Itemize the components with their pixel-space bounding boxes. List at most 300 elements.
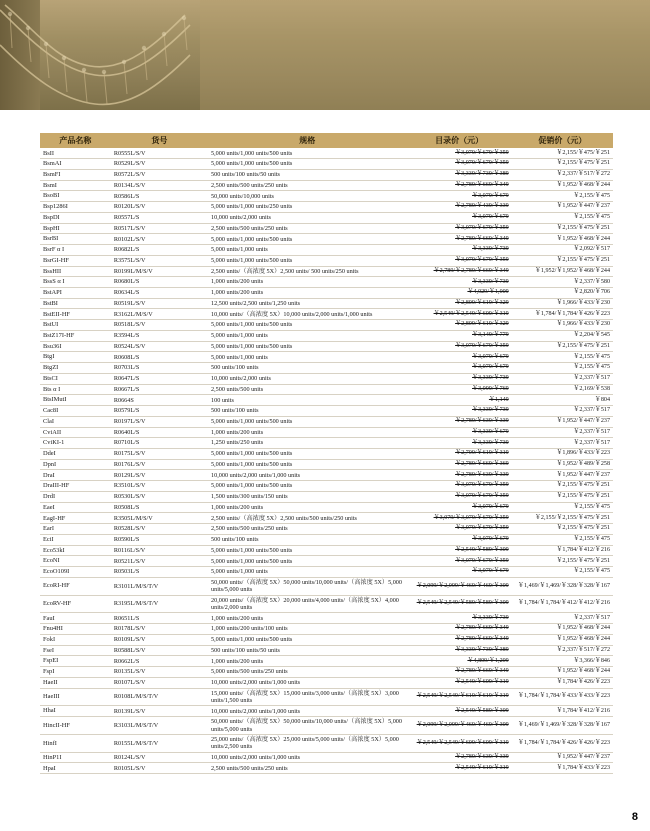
cell-list-price-strike: ￥2,789/￥669/￥349 [455,625,509,632]
table-row [40,159,613,170]
cell-catalog-number: R0588L/S/V [111,645,208,656]
cell-product-name: CviKI-1 [40,438,111,449]
cell-list-price-strike: ￥3,079/￥679/￥359 [455,482,509,489]
cell-catalog-number: R0107L/S/V [111,677,208,688]
cell-list-price [406,502,511,513]
cell-promo-price: ￥2,155/￥475 [512,363,613,374]
cell-product-name: EciI [40,534,111,545]
cell-list-price-strike: ￥2,809/￥619/￥329 [455,321,509,328]
cell-list-price-strike: ￥3,079/￥679/￥359 [455,149,509,156]
cell-specification: 2,500 units/500 units/250 units [208,180,406,191]
cell-list-price [406,481,511,492]
cell-product-name: FspEI [40,656,111,667]
cell-product-name: Eco53kI [40,545,111,556]
cell-catalog-number: R0651L/S [111,613,208,624]
cell-catalog-number: R3505L/M/S/V [111,513,208,524]
cell-specification: 2,500 units/500 units/250 units [208,524,406,535]
table-row [40,513,613,524]
cell-catalog-number: R0178L/S/V [111,624,208,635]
cell-specification: 15,000 units/（高浓度 5X）15,000 units/3,000 units/（高浓度 5X）3,000 units/1,500 units [208,688,406,706]
cell-list-price [406,752,511,763]
cell-promo-price: ￥2,155/￥475/￥251 [512,255,613,266]
cell-specification: 1,000 units/200 units [208,427,406,438]
cell-specification: 1,000 units/200 units [208,502,406,513]
cell-product-name: DdeI [40,449,111,460]
cell-list-price [406,634,511,645]
cell-list-price [406,645,511,656]
cell-catalog-number: R0175L/S/V [111,449,208,460]
cell-catalog-number: R0703L/S [111,363,208,374]
cell-list-price [406,352,511,363]
col-list-price: 目录价（元） [406,133,511,148]
table-row [40,491,613,502]
cell-specification: 10,000 units/2,000 units/1,000 units [208,752,406,763]
cell-catalog-number: R0134L/S/V [111,180,208,191]
col-catalog-number: 货号 [111,133,208,148]
cell-product-name: EcoRI-HF [40,577,111,595]
cell-catalog-number: R0176L/S/V [111,459,208,470]
cell-list-price [406,148,511,158]
cell-list-price-strike: ￥2,099/￥2,099/￥469/￥469/￥309 [416,582,509,589]
cell-list-price-strike: ￥1,149 [488,396,509,403]
cell-list-price [406,277,511,288]
cell-catalog-number: R0682L/S [111,245,208,256]
cell-product-name: HpaI [40,763,111,774]
table-row [40,524,613,535]
cell-list-price-strike: ￥3,079/￥679 [472,364,509,371]
cell-list-price-strike: ￥3,099/￥769 [472,385,509,392]
table-row [40,634,613,645]
cell-list-price [406,234,511,245]
cell-list-price-strike: ￥2,549/￥2,549/￥589/￥589/￥309 [416,600,509,607]
table-row [40,667,613,678]
cell-specification: 5,000 units/1,000 units/500 units [208,341,406,352]
cell-specification: 1,000 units/200 units [208,287,406,298]
cell-list-price [406,416,511,427]
cell-list-price-strike: ￥3,339/￥739 [472,278,509,285]
cell-list-price [406,624,511,635]
cell-product-name: DraIII-HF [40,481,111,492]
cell-promo-price: ￥2,155/￥475/￥251 [512,341,613,352]
cell-catalog-number: R0640L/S [111,427,208,438]
cell-specification: 5,000 units/1,000 units/500 units [208,416,406,427]
cell-specification: 50,000 units/（高浓度 5X）50,000 units/10,000 units/（高浓度 5X）5,000 units/5,000 units [208,577,406,595]
cell-promo-price: ￥2,337/￥580 [512,277,613,288]
cell-specification: 500 units/100 units [208,406,406,417]
cell-catalog-number: R0710L/S [111,438,208,449]
cell-list-price-strike: ￥3,339/￥739 [472,439,509,446]
cell-catalog-number: R3575L/S/V [111,255,208,266]
cell-list-price-strike: ￥2,549/￥2,549/￥609/￥609/￥319 [416,739,509,746]
table-row [40,277,613,288]
table-row [40,502,613,513]
cell-list-price-strike: ￥2,549/￥2,549/￥609/￥319 [433,310,509,317]
cell-product-name: Fnu4HI [40,624,111,635]
cell-specification: 1,500 units/300 units/150 units [208,491,406,502]
cell-specification: 10,000 units/（高浓度 5X）10,000 units/2,000 units/1,000 units [208,309,406,320]
cell-list-price-strike: ￥3,339/￥739 [472,407,509,414]
cell-specification: 2,500 units/（高浓度 5X）2,500 units/500 units/250 units [208,513,406,524]
cell-product-name: BtgI [40,352,111,363]
cell-list-price [406,202,511,213]
cell-catalog-number: R0530L/S/V [111,491,208,502]
cell-list-price [406,212,511,223]
page-banner [0,0,650,110]
cell-catalog-number: R0557L/S [111,212,208,223]
cell-product-name: BsrGI-HF [40,255,111,266]
table-row [40,595,613,613]
cell-list-price [406,395,511,406]
cell-catalog-number: R3101L/M/S/T/V [111,577,208,595]
cell-product-name: BstAPI [40,287,111,298]
cell-promo-price: ￥1,896/￥433/￥223 [512,449,613,460]
cell-list-price-strike: ￥2,099/￥2,099/￥469/￥469/￥309 [416,721,509,728]
cell-specification: 1,000 units/200 units [208,613,406,624]
cell-list-price-strike: ￥3,339/￥739 [472,375,509,382]
table-row [40,287,613,298]
cell-specification: 10,000 units/2,000 units [208,373,406,384]
cell-promo-price: ￥1,952/￥1,952/￥468/￥244 [512,266,613,277]
cell-promo-price: ￥2,155/￥475 [512,212,613,223]
cell-promo-price: ￥1,952/￥447/￥237 [512,416,613,427]
table-header-row [40,133,613,148]
table-row [40,245,613,256]
cell-specification: 10,000 units/2,000 units/1,000 units [208,470,406,481]
cell-specification: 20,000 units/（高浓度 5X）20,000 units/4,000 units/（高浓度 5X）4,000 units/2,000 units [208,595,406,613]
cell-product-name: EaeI [40,502,111,513]
cell-list-price-strike: ￥2,549/￥619/￥319 [455,764,509,771]
cell-promo-price: ￥1,952/￥468/￥244 [512,234,613,245]
cell-catalog-number: R0109L/S/V [111,634,208,645]
table-row [40,309,613,320]
table-row [40,656,613,667]
cell-promo-price: ￥804 [512,395,613,406]
cell-specification: 2,500 units/500 units/250 units [208,223,406,234]
cell-promo-price: ￥2,155/￥2,155/￥475/￥251 [512,513,613,524]
cell-product-name: Cac8I [40,406,111,417]
cell-catalog-number: R3195L/M/S/T/V [111,595,208,613]
cell-promo-price: ￥2,155/￥475/￥251 [512,148,613,158]
table-row [40,438,613,449]
cell-product-name: Bts α I [40,384,111,395]
cell-catalog-number: R0524L/S/V [111,341,208,352]
cell-list-price [406,556,511,567]
cell-product-name: BsmI [40,180,111,191]
dna-helix-icon [0,0,650,110]
cell-list-price [406,513,511,524]
cell-catalog-number: R0608L/S [111,352,208,363]
cell-promo-price: ￥1,469/￥1,469/￥328/￥328/￥167 [512,717,613,735]
cell-specification: 1,250 units/250 units [208,438,406,449]
cell-list-price-strike: ￥3,149/￥779 [472,332,509,339]
cell-promo-price: ￥1,966/￥433/￥230 [512,298,613,309]
cell-promo-price: ￥1,952/￥468/￥244 [512,667,613,678]
cell-product-name: HaeII [40,677,111,688]
cell-list-price [406,534,511,545]
cell-product-name: HaeIII [40,688,111,706]
cell-catalog-number: R0503L/S [111,567,208,578]
cell-catalog-number: R0518L/S/V [111,320,208,331]
cell-catalog-number: R0529L/S/V [111,159,208,170]
cell-product-name: BstUI [40,320,111,331]
cell-promo-price: ￥2,204/￥545 [512,330,613,341]
cell-list-price-strike: ￥3,339/￥739/￥389 [455,646,509,653]
cell-product-name: DrdI [40,491,111,502]
cell-promo-price: ￥1,952/￥447/￥237 [512,752,613,763]
cell-specification: 5,000 units/1,000 units/500 units [208,148,406,158]
cell-product-name: FseI [40,645,111,656]
cell-catalog-number: R0517L/S/V [111,223,208,234]
table-row [40,481,613,492]
cell-product-name: CviAII [40,427,111,438]
cell-list-price [406,169,511,180]
cell-specification: 5,000 units/1,000 units/500 units [208,459,406,470]
cell-list-price-strike: ￥2,789/￥669/￥369 [455,461,509,467]
cell-catalog-number: R0116L/S/V [111,545,208,556]
table-body [40,148,613,773]
table-row [40,180,613,191]
cell-list-price [406,667,511,678]
cell-promo-price: ￥3,366/￥846 [512,656,613,667]
cell-list-price-strike: ￥4,809/￥1,209 [467,657,509,664]
cell-list-price [406,191,511,202]
cell-catalog-number: R0102L/S/V [111,234,208,245]
cell-specification: 12,500 units/2,500 units/1,250 units [208,298,406,309]
cell-list-price-strike: ￥3,079/￥679/￥359 [455,557,509,564]
cell-product-name: BspHI [40,223,111,234]
cell-specification: 5,000 units/1,000 units/500 units [208,556,406,567]
table-row [40,223,613,234]
cell-product-name: BsmFI [40,169,111,180]
page-number: 8 [631,811,638,823]
cell-product-name: Bsu36I [40,341,111,352]
table-row [40,148,613,158]
cell-promo-price: ￥1,784/￥426/￥223 [512,677,613,688]
cell-promo-price: ￥2,155/￥475/￥251 [512,491,613,502]
table-header [40,133,613,148]
cell-promo-price: ￥2,337/￥517 [512,613,613,624]
cell-list-price [406,545,511,556]
cell-promo-price: ￥1,784/￥412/￥216 [512,545,613,556]
cell-list-price-strike: ￥3,079/￥679/￥359 [455,257,509,264]
cell-promo-price: ￥1,952/￥468/￥244 [512,180,613,191]
cell-list-price-strike: ￥3,339/￥679 [472,428,509,435]
cell-specification: 5,000 units/1,000 units/500 units [208,449,406,460]
cell-promo-price: ￥2,337/￥517 [512,373,613,384]
cell-specification: 5,000 units/1,000 units/500 units [208,234,406,245]
table-row [40,255,613,266]
cell-product-name: BsII [40,148,111,158]
cell-list-price-strike: ￥2,549/￥609/￥319 [455,679,509,686]
cell-catalog-number: R0667L/S [111,384,208,395]
cell-list-price [406,763,511,774]
table-row [40,717,613,735]
cell-list-price-strike: ￥3,339/￥739 [472,246,509,253]
cell-product-name: BsrBI [40,234,111,245]
cell-list-price-strike: ￥3,079/￥679 [472,536,509,543]
cell-catalog-number: R3594L/S [111,330,208,341]
table-row [40,202,613,213]
cell-specification: 2,500 units/（高浓度 5X）2,500 units/ 500 units/250 units [208,266,406,277]
cell-list-price-strike: ￥2,549/￥2,549/￥619/￥619/￥319 [416,693,509,700]
cell-product-name: BsrF α I [40,245,111,256]
cell-list-price-strike: ￥2,789/￥639/￥339 [455,418,509,425]
cell-specification: 500 units/100 units/50 units [208,169,406,180]
table-row [40,416,613,427]
cell-product-name: HinfI [40,734,111,752]
table-row [40,734,613,752]
cell-promo-price: ￥2,155/￥475/￥251 [512,159,613,170]
table-row [40,545,613,556]
cell-catalog-number: R0634L/S [111,287,208,298]
cell-list-price-strike: ￥3,079/￥3,079/￥679/￥359 [433,514,509,521]
cell-specification: 5,000 units/1,000 units/500 units [208,545,406,556]
cell-list-price-strike: ￥3,079/￥679/￥359 [455,342,509,349]
price-table [40,133,613,774]
cell-catalog-number: R0590L/S [111,534,208,545]
cell-specification: 5,000 units/1,000 units [208,352,406,363]
cell-promo-price: ￥2,337/￥517 [512,427,613,438]
cell-specification: 1,000 units/200 units [208,277,406,288]
table-row [40,406,613,417]
cell-specification: 1,000 units/200 units/100 units [208,624,406,635]
cell-promo-price: ￥1,952/￥468/￥244 [512,624,613,635]
cell-catalog-number: R0120L/S/V [111,202,208,213]
table-row [40,645,613,656]
cell-promo-price: ￥2,337/￥517 [512,438,613,449]
cell-specification: 2,500 units/500 units [208,384,406,395]
cell-promo-price: ￥2,337/￥517/￥272 [512,169,613,180]
table-row [40,191,613,202]
cell-list-price-strike: ￥2,789/￥669/￥349 [455,235,509,242]
table-row [40,341,613,352]
cell-promo-price: ￥1,784/￥412/￥216 [512,706,613,717]
table-row [40,384,613,395]
cell-list-price [406,223,511,234]
cell-catalog-number: R0124L/S/V [111,752,208,763]
cell-product-name: HincII-HF [40,717,111,735]
cell-catalog-number: R0521L/S/V [111,556,208,567]
cell-promo-price: ￥1,784/￥1,784/￥433/￥433/￥223 [512,688,613,706]
cell-catalog-number: R0647L/S [111,373,208,384]
cell-promo-price: ￥2,337/￥517 [512,406,613,417]
cell-specification: 5,000 units/1,000 units [208,245,406,256]
cell-promo-price: ￥1,952/￥447/￥237 [512,202,613,213]
cell-specification: 25,000 units/（高浓度 5X）25,000 units/5,000 units/（高浓度 5X）5,000 units/2,500 units [208,734,406,752]
table-row [40,373,613,384]
cell-specification: 5,000 units/1,000 units/500 units [208,481,406,492]
table-row [40,266,613,277]
cell-promo-price: ￥1,784/￥1,784/￥412/￥412/￥216 [512,595,613,613]
table-row [40,298,613,309]
cell-catalog-number: R0105L/S/V [111,763,208,774]
cell-list-price-strike: ￥3,339/￥739 [472,614,509,621]
cell-list-price-strike: ￥2,789/￥669/￥349 [455,668,509,675]
cell-list-price-strike: ￥2,789/￥669/￥349 [455,636,509,643]
table-row [40,556,613,567]
table-row [40,677,613,688]
cell-specification: 10,000 units/2,000 units/1,000 units [208,677,406,688]
cell-promo-price: ￥2,155/￥475/￥251 [512,524,613,535]
cell-catalog-number: R0139L/S/V [111,706,208,717]
cell-product-name: ClaI [40,416,111,427]
cell-list-price [406,384,511,395]
cell-list-price [406,438,511,449]
table-row [40,624,613,635]
cell-promo-price: ￥1,966/￥433/￥230 [512,320,613,331]
cell-promo-price: ￥2,155/￥475 [512,567,613,578]
cell-product-name: BssHII [40,266,111,277]
cell-catalog-number: R3510L/S/V [111,481,208,492]
cell-list-price-strike: ￥4,029/￥1,009 [467,289,509,296]
cell-catalog-number: R0135L/S/V [111,667,208,678]
table-row [40,752,613,763]
col-specification: 规格 [208,133,406,148]
cell-list-price [406,656,511,667]
table-row [40,470,613,481]
table-row [40,763,613,774]
cell-list-price [406,266,511,277]
cell-list-price-strike: ￥2,709/￥619/￥319 [455,450,509,457]
cell-product-name: BssS α I [40,277,111,288]
cell-list-price-strike: ￥2,809/￥619/￥329 [455,299,509,306]
cell-catalog-number: R0555L/S/V [111,148,208,158]
table-row [40,212,613,223]
cell-list-price [406,341,511,352]
cell-specification: 5,000 units/1,000 units/500 units [208,320,406,331]
cell-list-price-strike: ￥3,079/￥679/￥359 [455,160,509,167]
table-row [40,330,613,341]
cell-catalog-number: R0579L/S [111,406,208,417]
cell-promo-price: ￥2,155/￥475/￥251 [512,556,613,567]
cell-promo-price: ￥1,952/￥447/￥237 [512,470,613,481]
cell-list-price-strike: ￥2,789/￥2,789/￥669/￥349 [433,267,509,274]
cell-list-price [406,373,511,384]
cell-specification: 1,000 units/200 units [208,656,406,667]
cell-list-price [406,567,511,578]
cell-list-price [406,363,511,374]
cell-product-name: BtsIMutI [40,395,111,406]
cell-catalog-number: R0129L/S/V [111,470,208,481]
cell-product-name: BtgZI [40,363,111,374]
cell-list-price-strike: ￥2,789/￥639/￥339 [455,754,509,761]
cell-promo-price: ￥1,952/￥468/￥244 [512,634,613,645]
cell-specification: 2,500 units/500 units/250 units [208,763,406,774]
cell-list-price-strike: ￥2,789/￥639/￥339 [455,471,509,478]
cell-catalog-number: R0155L/M/S/T/V [111,734,208,752]
cell-product-name: Bsp1286I [40,202,111,213]
cell-product-name: EcoRV-HF [40,595,111,613]
cell-specification: 5,000 units/1,000 units/500 units [208,634,406,645]
price-table-container [40,133,613,774]
cell-promo-price: ￥1,952/￥489/￥258 [512,459,613,470]
cell-catalog-number: R0528L/S/V [111,524,208,535]
cell-catalog-number: R0664S [111,395,208,406]
table-row [40,363,613,374]
table-row [40,352,613,363]
cell-specification: 5,000 units/1,000 units [208,567,406,578]
cell-list-price [406,255,511,266]
cell-specification: 5,000 units/1,000 units/250 units [208,202,406,213]
cell-specification: 50,000 units/（高浓度 5X）50,000 units/10,000 units/（高浓度 5X）5,000 units/5,000 units [208,717,406,735]
table-row [40,395,613,406]
cell-list-price [406,406,511,417]
cell-list-price [406,577,511,595]
cell-product-name: BspDI [40,212,111,223]
cell-list-price [406,180,511,191]
cell-list-price-strike: ￥2,549/￥589/￥309 [455,707,509,714]
cell-list-price-strike: ￥3,079/￥679 [472,192,509,199]
